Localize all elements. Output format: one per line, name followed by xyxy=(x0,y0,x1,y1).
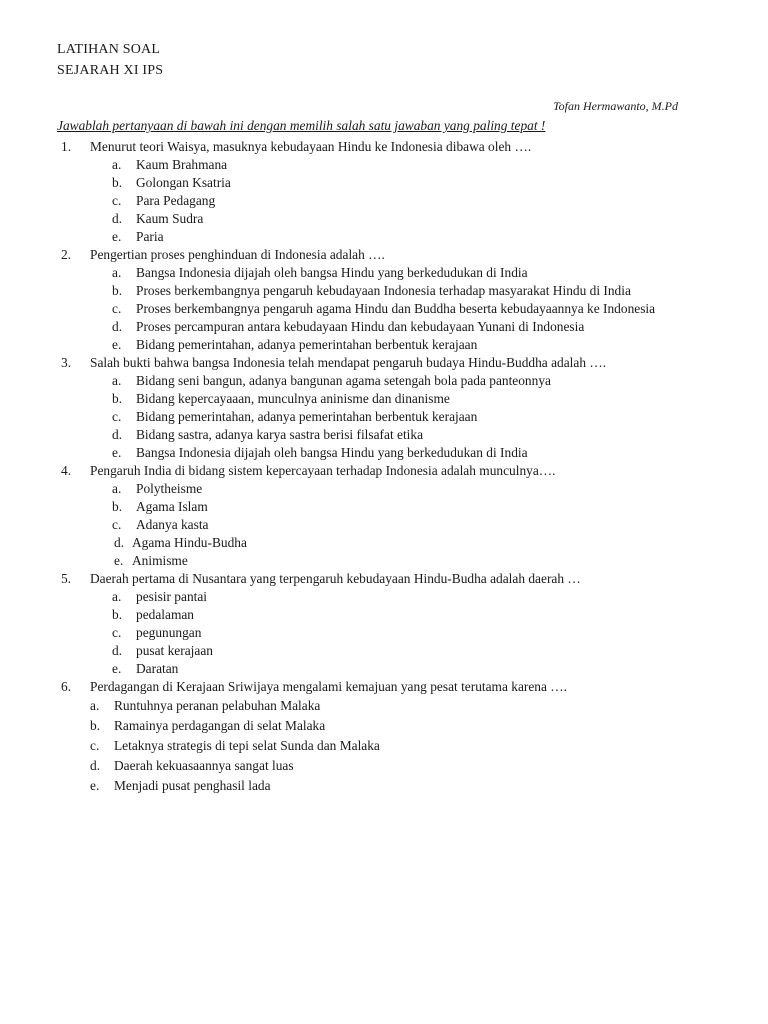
option-letter: c. xyxy=(112,301,122,316)
option-text: Polytheisme xyxy=(136,481,203,496)
option-text: Kaum Brahmana xyxy=(136,157,228,172)
option-text: pusat kerajaan xyxy=(136,643,213,658)
option-list xyxy=(0,588,768,678)
option-text: Bidang pemerintahan, adanya pemerintahan berbentuk kerajaan xyxy=(136,409,478,424)
question-number: 6. xyxy=(61,679,72,694)
option-e xyxy=(0,228,768,246)
option-text: Daratan xyxy=(136,661,179,676)
question-3 xyxy=(0,354,768,462)
option-b xyxy=(0,716,768,736)
option-letter: e. xyxy=(112,445,122,460)
option-letter: d. xyxy=(114,535,125,550)
option-d xyxy=(0,210,768,228)
option-text: Adanya kasta xyxy=(136,517,209,532)
option-letter: c. xyxy=(112,517,122,532)
option-c xyxy=(0,624,768,642)
question-4 xyxy=(0,462,768,570)
option-letter: a. xyxy=(112,589,122,604)
question-text: Menurut teori Waisya, masuknya kebudayaan Hindu ke Indonesia dibawa oleh …. xyxy=(90,139,532,154)
option-letter: d. xyxy=(90,758,101,773)
option-letter: e. xyxy=(112,229,122,244)
question-number: 4. xyxy=(61,463,72,478)
option-letter: b. xyxy=(112,175,123,190)
option-d xyxy=(0,426,768,444)
option-letter: c. xyxy=(112,193,122,208)
option-text: Proses berkembangnya pengaruh kebudayaan Indonesia terhadap masyarakat Hindu di India xyxy=(136,283,631,298)
option-text: pesisir pantai xyxy=(136,589,208,604)
option-c xyxy=(0,736,768,756)
option-d xyxy=(0,756,768,776)
option-a xyxy=(0,372,768,390)
option-text: Bidang kepercayaaan, munculnya aninisme dan dinanisme xyxy=(136,391,450,406)
option-d xyxy=(0,318,768,336)
option-text: Proses percampuran antara kebudayaan Hindu dan kebudayaan Yunani di Indonesia xyxy=(136,319,585,334)
option-letter: e. xyxy=(90,778,100,793)
option-letter: c. xyxy=(112,409,122,424)
option-list xyxy=(0,696,768,796)
option-letter: d. xyxy=(112,643,123,658)
option-text: Letaknya strategis di tepi selat Sunda dan Malaka xyxy=(114,738,380,753)
option-e xyxy=(0,336,768,354)
option-letter: a. xyxy=(112,157,122,172)
option-list xyxy=(0,480,768,570)
option-b xyxy=(0,390,768,408)
option-d xyxy=(0,534,768,552)
option-b xyxy=(0,606,768,624)
option-d xyxy=(0,642,768,660)
question-text: Perdagangan di Kerajaan Sriwijaya mengalami kemajuan yang pesat terutama karena …. xyxy=(90,679,568,694)
question-text: Pengertian proses penghinduan di Indonesia adalah …. xyxy=(90,247,385,262)
question-text: Salah bukti bahwa bangsa Indonesia telah mendapat pengaruh budaya Hindu-Buddha adalah …. xyxy=(90,355,607,370)
option-letter: b. xyxy=(112,607,123,622)
option-e xyxy=(0,660,768,678)
option-c xyxy=(0,408,768,426)
option-b xyxy=(0,282,768,300)
option-b xyxy=(0,174,768,192)
option-letter: a. xyxy=(112,265,122,280)
option-list xyxy=(0,264,768,354)
option-a xyxy=(0,480,768,498)
option-text: Bidang sastra, adanya karya sastra berisi filsafat etika xyxy=(136,427,424,442)
option-letter: d. xyxy=(112,319,123,334)
option-e xyxy=(0,776,768,796)
option-letter: b. xyxy=(112,499,123,514)
option-text: Agama Islam xyxy=(136,499,208,514)
option-text: Bangsa Indonesia dijajah oleh bangsa Hindu yang berkedudukan di India xyxy=(136,445,528,460)
option-a xyxy=(0,588,768,606)
option-text: Agama Hindu-Budha xyxy=(132,535,247,550)
option-letter: e. xyxy=(112,337,122,352)
option-c xyxy=(0,192,768,210)
question-6 xyxy=(0,678,768,796)
question-2 xyxy=(0,246,768,354)
worksheet-title: LATIHAN SOAL xyxy=(57,42,161,57)
option-letter: b. xyxy=(112,283,123,298)
option-c xyxy=(0,516,768,534)
option-text: Bangsa Indonesia dijajah oleh bangsa Hindu yang berkedudukan di India xyxy=(136,265,528,280)
question-5 xyxy=(0,570,768,678)
author-name: Tofan Hermawanto, M.Pd xyxy=(553,99,678,113)
option-e xyxy=(0,552,768,570)
option-text: Bidang pemerintahan, adanya pemerintahan berbentuk kerajaan xyxy=(136,337,478,352)
question-number: 1. xyxy=(61,139,72,154)
question-number: 2. xyxy=(61,247,72,262)
option-text: Para Pedagang xyxy=(136,193,216,208)
question-list xyxy=(0,138,768,796)
option-list xyxy=(0,372,768,462)
option-a xyxy=(0,264,768,282)
option-text: Ramainya perdagangan di selat Malaka xyxy=(114,718,326,733)
option-text: Kaum Sudra xyxy=(136,211,204,226)
option-letter: c. xyxy=(112,625,122,640)
option-letter: a. xyxy=(90,698,100,713)
option-text: pedalaman xyxy=(136,607,194,622)
option-text: Proses berkembangnya pengaruh agama Hindu dan Buddha beserta kebudayaannya ke Indonesia xyxy=(136,301,656,316)
option-letter: c. xyxy=(90,738,100,753)
option-letter: e. xyxy=(112,661,122,676)
question-text: Daerah pertama di Nusantara yang terpengaruh kebudayaan Hindu-Budha adalah daerah … xyxy=(90,571,581,586)
option-a xyxy=(0,696,768,716)
option-text: Paria xyxy=(136,229,164,244)
option-text: Bidang seni bangun, adanya bangunan agama setengah bola pada panteonnya xyxy=(136,373,551,388)
option-text: Animisme xyxy=(132,553,188,568)
option-letter: d. xyxy=(112,211,123,226)
option-text: Menjadi pusat penghasil lada xyxy=(114,778,271,793)
option-b xyxy=(0,498,768,516)
worksheet-subject: SEJARAH XI IPS xyxy=(57,63,164,78)
option-e xyxy=(0,444,768,462)
option-text: Runtuhnya peranan pelabuhan Malaka xyxy=(114,698,321,713)
option-list xyxy=(0,156,768,246)
question-1 xyxy=(0,138,768,246)
question-number: 5. xyxy=(61,571,72,586)
option-c xyxy=(0,300,768,318)
question-text: Pengaruh India di bidang sistem kepercayaan terhadap Indonesia adalah munculnya…. xyxy=(90,463,556,478)
option-letter: a. xyxy=(112,373,122,388)
option-text: Daerah kekuasaannya sangat luas xyxy=(114,758,294,773)
option-a xyxy=(0,156,768,174)
option-letter: b. xyxy=(90,718,101,733)
instruction-text: Jawablah pertanyaan di bawah ini dengan memilih salah satu jawaban yang paling tepat ! xyxy=(57,118,546,133)
option-letter: e. xyxy=(114,553,124,568)
option-text: Golongan Ksatria xyxy=(136,175,231,190)
option-letter: d. xyxy=(112,427,123,442)
option-letter: a. xyxy=(112,481,122,496)
question-number: 3. xyxy=(61,355,72,370)
option-letter: b. xyxy=(112,391,123,406)
option-text: pegunungan xyxy=(136,625,202,640)
